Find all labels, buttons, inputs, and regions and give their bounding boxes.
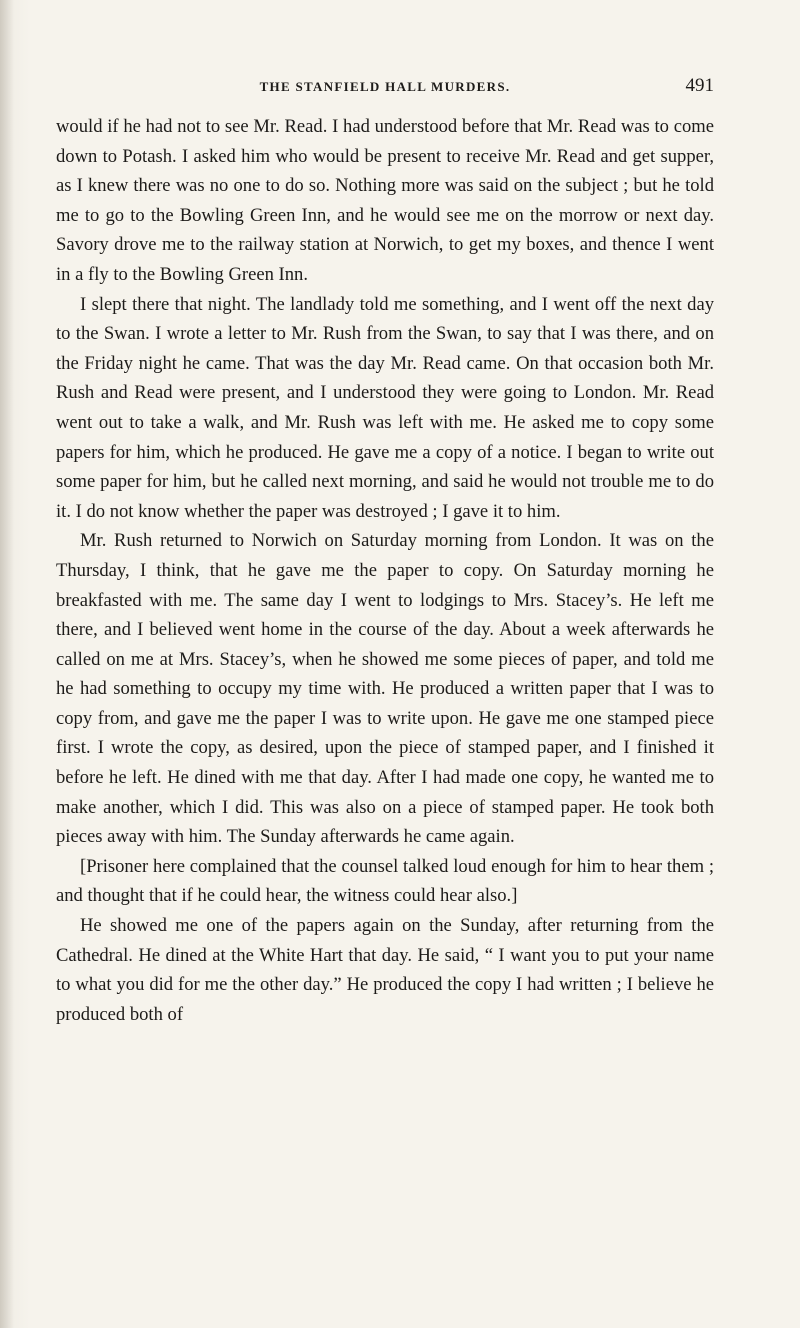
paragraph: Mr. Rush returned to Norwich on Saturday morning from London. It was on the Thursday, I think, that he gave me the paper to copy. On Saturday morning he breakfasted with me. The same day I went to lodgings to Mrs. Stacey’s. He left me there, and I believed went home in the course of the day. About a week afterwards he called on me at Mrs. Stacey’s, when he showed me some pieces of paper, and told me he had something to occupy my time with. He produced a written paper that I was to copy from, and gave me the paper I was to write upon. He gave me one stamped piece first. I wrote the copy, as desired, upon the piece of stamped paper, and I finished it before he left. He dined with me that day. After I had made one copy, he wanted me to make another, which I did. This was also on a piece of stamped paper. He took both pieces away with him. The Sunday afterwards he came again. (56, 530, 714, 848)
page-header (56, 75, 714, 101)
binding-shadow (0, 0, 14, 1328)
paragraph-continued: would if he had not to see Mr. Read. I had understood before that Mr. Read was to come down to Potash. I asked him who would be present to receive Mr. Read and get supper, as I knew there was no one to do so. Nothing more was said on the subject ; but he told me to go to the Bowling Green Inn, and he would see me on the morrow or next day. Savory drove me to the railway station at Norwich, to get my boxes, and thence I went in a fly to the Bowling Green Inn. (56, 116, 714, 285)
paragraph-bracketed-note: [Prisoner here complained that the counsel talked loud enough for him to hear them ; and thought that if he could hear, the witness could hear also.] (56, 855, 714, 907)
page-number: 491 (685, 75, 714, 96)
paragraph: He showed me one of the papers again on the Sunday, after returning from the Cathedral. He dined at the White Hart that day. He said, “ I want you to put your name to what you did for me the other day.” He produced the copy I had written ; I believe he produced both of (56, 915, 714, 1025)
paragraph: I slept there that night. The landlady told me something, and I went off the next day to the Swan. I wrote a letter to Mr. Rush from the Swan, to say that I was there, and on the Friday night he came. That was the day Mr. Read came. On that occasion both Mr. Rush and Read were present, and I understood they were going to London. Mr. Read went out to take a walk, and Mr. Rush was left with me. He asked me to copy some papers for him, which he produced. He gave me a copy of a notice. I began to write out some paper for him, but he called next morning, and said he would not trouble me to do it. I do not know whether the paper was destroyed ; I gave it to him. (56, 293, 714, 522)
body-text (56, 112, 714, 1029)
running-title: THE STANFIELD HALL MURDERS. (259, 79, 511, 94)
